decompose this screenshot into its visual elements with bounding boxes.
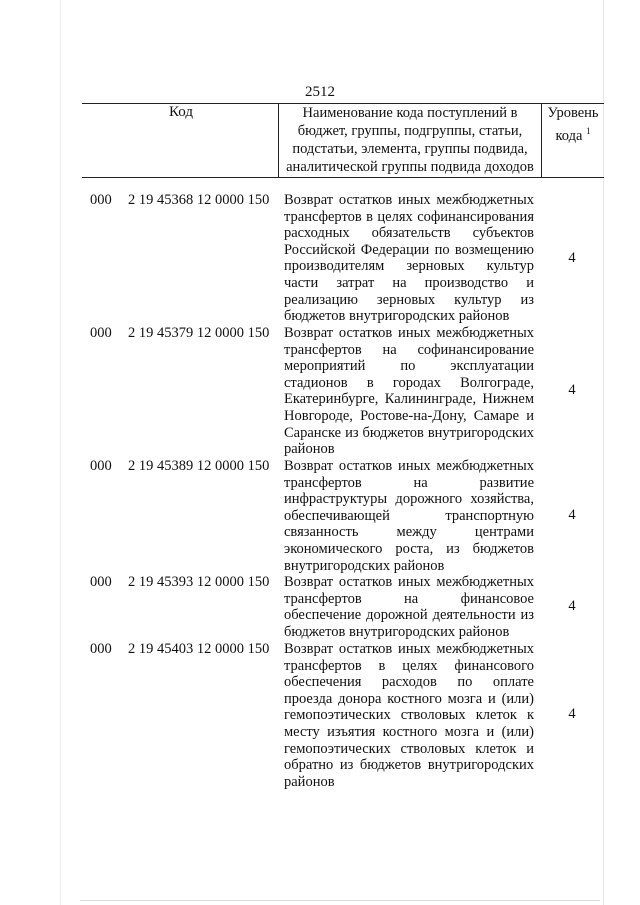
row-budget-code: 2 19 45389 12 0000 150 (128, 458, 270, 474)
row-level: 4 (568, 250, 576, 266)
row-admin-code: 000 (90, 325, 112, 341)
row-admin-code: 000 (90, 458, 112, 474)
row-admin-code: 000 (90, 641, 112, 657)
row-budget-code: 2 19 45393 12 0000 150 (128, 574, 270, 590)
header-name (280, 104, 540, 176)
header-name-line: Наименование кода поступлений в (302, 105, 518, 121)
row-name: Возврат остатков иных межбюджетных трансфертов на софинансирование мероприятий по эксплуатации стадионов в городах Волгограде, Екатеринбурге, Калининграде, Нижнем Новгороде, Ростове-на-Дону, Самаре и Саранске из бюджетов внутригородских районов (284, 325, 534, 458)
header-name-line: бюджет, группы, подгруппы, статьи, (297, 123, 523, 139)
header-name-line: подстатьи, элемента, группы подвида, (292, 141, 528, 157)
header-divider-2 (541, 103, 542, 178)
header-divider-1 (278, 103, 279, 178)
header-level (543, 104, 603, 145)
scan-edge-bottom (80, 900, 600, 901)
header-name-line: аналитической группы подвида доходов (286, 159, 534, 175)
scan-edge-right (603, 0, 604, 905)
header-level-line: Уровень (547, 105, 599, 121)
row-budget-code: 2 19 45403 12 0000 150 (128, 641, 270, 657)
row-admin-code: 000 (90, 192, 112, 208)
header-level-line (543, 122, 603, 145)
header-level-text: кода (555, 127, 583, 144)
page-number: 2512 (305, 84, 335, 100)
header-bottom-rule (82, 177, 604, 178)
row-name: Возврат остатков иных межбюджетных трансфертов на развитие инфраструктуры дорожного хозяйства, обеспечивающей транспортную связанность между центрами экономического роста, из бюджетов внутригородских районов (284, 458, 534, 574)
row-level: 4 (568, 598, 576, 614)
row-level: 4 (568, 507, 576, 523)
row-admin-code: 000 (90, 574, 112, 590)
row-name: Возврат остатков иных межбюджетных трансфертов на финансовое обеспечение дорожной деятельности из бюджетов внутригородских районов (284, 574, 534, 640)
row-budget-code: 2 19 45379 12 0000 150 (128, 325, 270, 341)
header-level-footnote: 1 (586, 126, 591, 136)
row-level: 4 (568, 706, 576, 722)
row-budget-code: 2 19 45368 12 0000 150 (128, 192, 270, 208)
row-name: Возврат остатков иных межбюджетных трансфертов в целях финансового обеспечения расходов по оплате проезда донора костного мозга и (или) гемопоэтических стволовых клеток к месту изъятия костного мозга и (или) гемопоэтических стволовых клеток и обратно из бюджетов внутригородских районов (284, 641, 534, 790)
row-level: 4 (568, 382, 576, 398)
row-name: Возврат остатков иных межбюджетных трансфертов в целях софинансирования расходных обязательств субъектов Российской Федерации по возмещению производителям зерновых культур части затрат на производство и реализацию зерновых культур из бюджетов внутригородских районов (284, 192, 534, 325)
header-code: Код (169, 104, 193, 120)
scan-edge-left (60, 0, 61, 905)
